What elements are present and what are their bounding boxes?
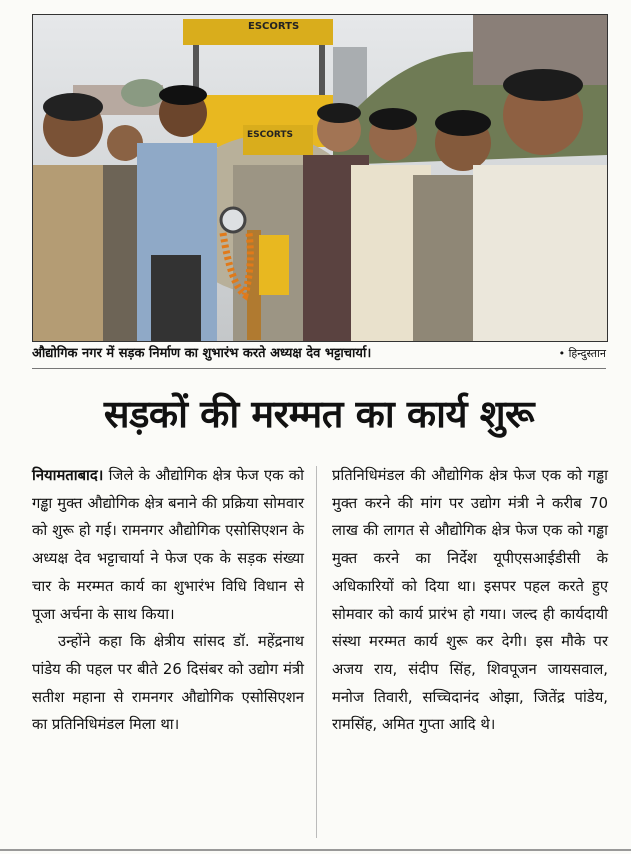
article-column-left xyxy=(32,462,304,842)
photo-caption xyxy=(32,344,606,364)
column-divider xyxy=(316,466,317,838)
photo-credit: • हिन्दुस्तान xyxy=(558,347,606,360)
photo-illustration xyxy=(33,15,607,341)
caption-divider xyxy=(32,368,606,369)
paragraph-1 xyxy=(32,462,304,628)
article-headline: सड़कों की मरम्मत का कार्य शुरू xyxy=(103,392,535,436)
machine-brand-top: ESCORTS xyxy=(248,21,300,32)
paragraph-2: उन्होंने कहा कि क्षेत्रीय सांसद डॉ. महेंद्रनाथ पांडेय की पहल पर बीते 26 दिसंबर को उद्योग मंत्री सतीश महाना से रामनगर औद्योगिक एसोसिएशन का प्रतिनिधिमंडल मिला था। xyxy=(32,633,304,734)
machine-brand-label: ESCORTS xyxy=(247,130,294,140)
paragraph-1-text: जिले के औद्योगिक क्षेत्र फेज एक को गड्ढा मुक्त औद्योगिक क्षेत्र बनाने की प्रक्रिया सोमवार को शुरू हो गई। रामनगर औद्योगिक एसोसिएशन के अध्यक्ष देव भट्टाचार्या ने फेज एक के सड़क संख्या चार के मरम्मत कार्य का शुभारंभ विधि विधान से पूजा अर्चना के साथ किया। xyxy=(32,467,304,623)
paragraph-3: प्रतिनिधिमंडल की औद्योगिक क्षेत्र फेज एक को गड्ढा मुक्त करने की मांग पर उद्योग मंत्री ने करीब 70 लाख की लागत से औद्योगिक क्षेत्र फेज एक को गड्ढा मुक्त करने का निर्देश यूपीएसआईडीसी के अधिकारियों को दिया था। इसपर पहल करते हुए सोमवार को कार्य प्रारंभ हो गया। जल्द ही कार्यदायी संस्था मरम्मत कार्य शुरू कर देगी। इस मौके पर अजय राय, संदीप सिंह, शिवपूजन जायसवाल, मनोज तिवारी, सच्चिदानंद ओझा, जितेंद्र पांडेय, रामसिंह, अमित गुप्ता आदि थे। xyxy=(332,467,608,734)
caption-text: औद्योगिक नगर में सड़क निर्माण का शुभारंभ करते अध्यक्ष देव भट्टाचार्या। xyxy=(32,346,372,361)
bottom-divider xyxy=(0,849,631,851)
article-column-right xyxy=(332,462,608,842)
news-photo xyxy=(32,14,608,342)
background-tank xyxy=(333,47,367,107)
dateline: नियामताबाद। xyxy=(32,467,104,484)
